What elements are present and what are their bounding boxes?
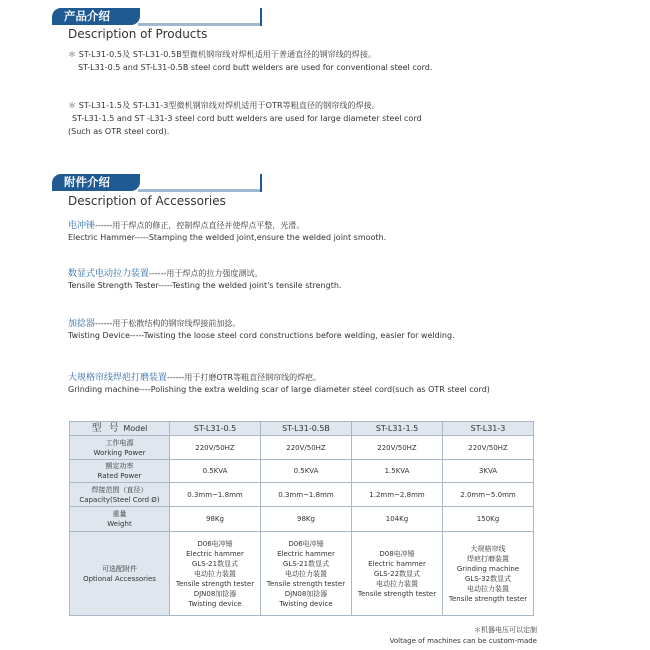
table-cell: 1.2mm~2.8mm <box>352 483 443 507</box>
row-label-en: Rated Power <box>97 472 142 480</box>
accessory-item <box>68 268 608 292</box>
table-cell: 104Kg <box>352 507 443 532</box>
option-line: 焊疤打磨装置 <box>467 554 509 563</box>
product-description-en: ST-L31-0.5 and ST-L31-0.5B steel cord butt welders are used for conventional steel cord. <box>78 63 433 72</box>
table-row <box>70 436 534 460</box>
accessory-en-desc: Tensile Strength Tester-----Testing the welded joint's tensile strength. <box>68 281 342 290</box>
row-label-cn: 可选配附件 <box>102 564 137 573</box>
product-description-cn: ＊ ST-L31-0.5及 ST-L31-0.5B型微机钢帘线对焊机适用于普通直径的钢帘线的焊接。 <box>68 50 377 59</box>
table-cell: 220V/50HZ <box>443 436 534 460</box>
accessory-item <box>68 220 608 244</box>
option-line: D06电冲锤 <box>288 539 324 548</box>
table-row <box>70 507 534 532</box>
accessory-cn-desc: ------用于焊点的修正，控制焊点直径并使焊点平整，光滑。 <box>95 221 305 230</box>
model-name: ST-L31-1.5 <box>352 422 443 436</box>
model-header <box>70 422 170 436</box>
accessories-section-header <box>52 174 262 192</box>
option-line: 电动拉力装置 <box>285 569 327 578</box>
header-divider-end <box>260 174 262 192</box>
row-label-cn: 额定功率 <box>105 462 134 470</box>
accessory-name: 加捻器 <box>68 319 96 329</box>
row-label-cn: 重量 <box>112 510 127 518</box>
accessory-item <box>68 318 608 342</box>
products-header-tab: 产品介绍 <box>52 8 140 25</box>
accessory-name: 数显式电动拉力装置 <box>68 269 150 279</box>
option-line: Tensile strength tester <box>357 589 437 598</box>
table-cell: 220V/50HZ <box>261 436 352 460</box>
row-label-cn: 焊接范围（直径） <box>91 485 148 494</box>
accessories-header-tab: 附件介绍 <box>52 174 140 191</box>
option-line: DJN08加捻器 <box>193 589 237 598</box>
accessory-en-desc: Twisting Device-----Twisting the loose steel cord constructions before welding, easier for welding. <box>68 331 455 340</box>
accessory-en-desc: Electric Hammer-----Stamping the welded joint,ensure the welded joint smooth. <box>68 233 387 242</box>
options-cell <box>443 532 534 616</box>
option-line: 电动拉力装置 <box>467 584 509 593</box>
row-label <box>70 460 170 483</box>
option-line: Electric hammer <box>368 559 426 568</box>
product-description-en: ST-L31-1.5 and ST -L31-3 steel cord butt welders are used for large diameter steel cord <box>72 114 422 123</box>
options-cell <box>352 532 443 616</box>
option-line: Electric hammer <box>186 549 244 558</box>
table-cell: 0.5KVA <box>261 460 352 483</box>
table-cell: 98Kg <box>261 507 352 532</box>
option-line: 大规格帘线 <box>470 544 506 553</box>
product-description-en: (Such as OTR steel cord). <box>68 127 170 136</box>
options-cell <box>261 532 352 616</box>
voltage-note-en: Voltage of machines can be custom-made <box>389 637 537 645</box>
option-line: GLS-21数显式 <box>191 559 239 568</box>
option-line: Electric hammer <box>277 549 335 558</box>
row-label-en: Capacity(Steel Cord Ø) <box>79 495 160 504</box>
table-cell: 3KVA <box>443 460 534 483</box>
row-label-en: Weight <box>107 520 132 528</box>
products-title: Description of Products <box>68 27 208 41</box>
model-name: ST-L31-3 <box>443 422 534 436</box>
accessory-en-desc: Grinding machine----Polishing the extra welding scar of large diameter steel cord(such as OTR steel cord) <box>68 385 490 394</box>
table-cell: 1.5KVA <box>352 460 443 483</box>
model-header-cn: 型 号 <box>91 422 121 434</box>
product-description-2 <box>68 99 588 138</box>
option-line: Grinding machine <box>456 564 520 573</box>
table-cell: 220V/50HZ <box>170 436 261 460</box>
table-cell: 2.0mm~5.0mm <box>443 483 534 507</box>
accessory-cn-desc: ------用于松散结构的钢帘线焊接前加捻。 <box>95 319 241 328</box>
option-line: D08电冲锤 <box>379 549 415 558</box>
voltage-note-cn: ＊机器电压可以定制 <box>474 626 537 634</box>
table-row <box>70 460 534 483</box>
row-label-cn: 工作电源 <box>105 438 134 447</box>
accessory-name: 大规格帘线焊疤打磨装置 <box>68 373 168 383</box>
table-row <box>70 483 534 507</box>
option-line: Twisting device <box>188 599 242 608</box>
products-section-header <box>52 8 262 26</box>
row-label <box>70 507 170 532</box>
table-cell: 0.3mm~1.8mm <box>261 483 352 507</box>
accessories-title: Description of Accessories <box>68 194 226 208</box>
option-line: GLS-32数显式 <box>464 574 512 583</box>
header-divider-end <box>260 8 262 26</box>
voltage-note <box>390 625 537 647</box>
row-label <box>70 436 170 460</box>
header-divider <box>138 23 262 26</box>
accessory-cn-desc: ------用于焊点的拉力强度测试。 <box>149 269 263 278</box>
accessory-name: 电冲锤 <box>68 221 96 231</box>
model-name: ST-L31-0.5 <box>170 422 261 436</box>
table-row <box>70 532 534 616</box>
option-line: Tensile strength tester <box>266 579 346 588</box>
accessory-cn-desc: ------用于打磨OTR等粗直径钢帘线的焊疤。 <box>167 373 322 382</box>
option-line: Tensile strength tester <box>448 594 528 603</box>
table-cell: 150Kg <box>443 507 534 532</box>
row-label <box>70 483 170 507</box>
row-label <box>70 532 170 616</box>
row-label-en: Optional Accessories <box>83 574 156 583</box>
model-header-en: Model <box>123 423 148 433</box>
header-divider <box>138 189 262 192</box>
table-cell: 0.3mm~1.8mm <box>170 483 261 507</box>
product-description-1 <box>68 48 588 74</box>
spec-table <box>69 421 534 616</box>
option-line: D06电冲锤 <box>197 539 233 548</box>
option-line: 电动拉力装置 <box>194 569 236 578</box>
table-cell: 220V/50HZ <box>352 436 443 460</box>
table-cell: 0.5KVA <box>170 460 261 483</box>
row-label-en: Working Power <box>93 448 146 457</box>
table-header-row <box>70 422 534 436</box>
model-name: ST-L31-0.5B <box>261 422 352 436</box>
table-cell: 98Kg <box>170 507 261 532</box>
options-cell <box>170 532 261 616</box>
option-line: GLS-22数显式 <box>373 569 421 578</box>
accessory-item <box>68 372 608 396</box>
option-line: DJN08加捻器 <box>284 589 328 598</box>
option-line: Twisting device <box>279 599 333 608</box>
product-description-cn: ＊ ST-L31-1.5及 ST-L31-3型微机钢帘线对焊机适用于OTR等粗直径的钢帘线的焊接。 <box>68 101 380 110</box>
option-line: Tensile strength tester <box>175 579 255 588</box>
option-line: GLS-21数显式 <box>282 559 330 568</box>
option-line: 电动拉力装置 <box>376 579 418 588</box>
